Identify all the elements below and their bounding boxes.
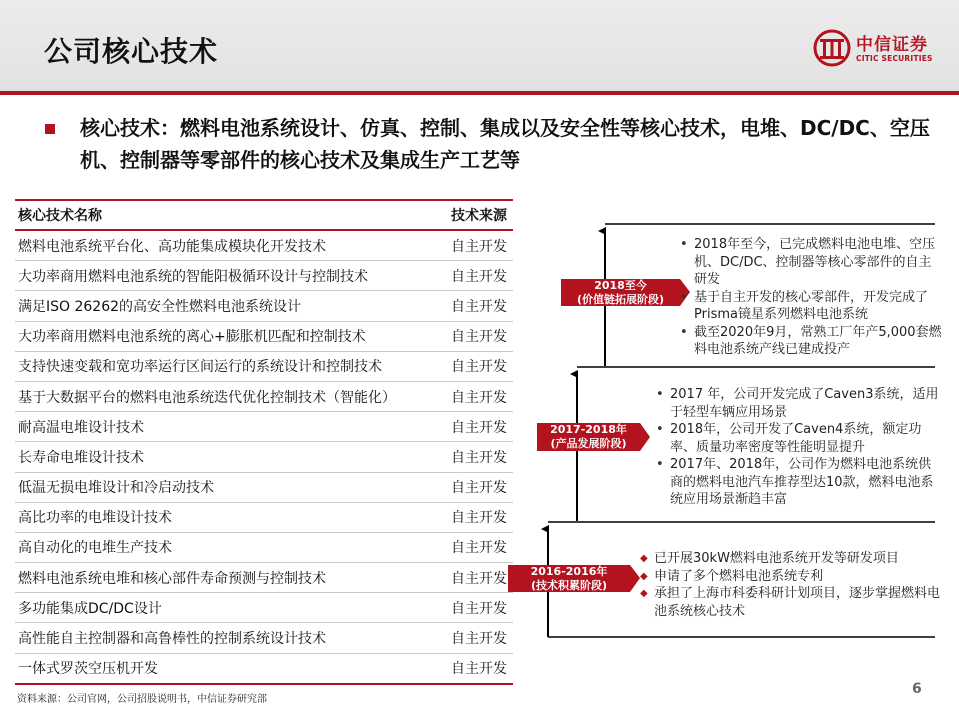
stage-1-label: 2016-2016年 (技术积累阶段) (530, 565, 608, 592)
tech-name-cell: 大功率商用燃料电池系统的离心+膨胀机匹配和控制技术 (15, 321, 443, 351)
stage-1-item: ◆ 已开展30kW燃料电池系统开发等研发项目 (640, 550, 940, 568)
tech-source-cell: 自主开发 (443, 653, 513, 684)
tech-name-cell: 基于大数据平台的燃料电池系统迭代优化控制技术（智能化） (15, 381, 443, 411)
stage-1-item: ◆ 承担了上海市科委科研计划项目，逐步掌握燃料电池系统核心技术 (640, 585, 940, 620)
stage-3-details (680, 236, 942, 359)
stage-2-item: • 2018年，公司开发了Caven4系统，额定功率、质量功率密度等性能明显提升 (656, 421, 941, 456)
stage-3-item: • 基于自主开发的核心零部件，开发完成了Prisma镜星系列燃料电池系统 (680, 289, 942, 324)
page-number: 6 (912, 681, 922, 697)
stage-2-item: • 2017年、2018年，公司作为燃料电池系统供商的燃料电池汽车推荐型达10款，燃料电池系统应用场景渐趋丰富 (656, 456, 941, 509)
logo-english-name: CITIC SECURITIES (856, 54, 933, 63)
tech-source-cell: 自主开发 (443, 351, 513, 381)
tech-source-cell: 自主开发 (443, 532, 513, 562)
tech-name-cell: 高性能自主控制器和高鲁棒性的控制系统设计技术 (15, 623, 443, 653)
stage-2-details (656, 386, 941, 509)
stage-1-details (640, 550, 940, 620)
headline: 核心技术：燃料电池系统设计、仿真、控制、集成以及安全性等核心技术，电堆、DC/DC、空压机、控制器等零部件的核心技术及集成生产工艺等 (80, 116, 930, 172)
tech-source-cell: 自主开发 (443, 593, 513, 623)
tech-source-cell: 自主开发 (443, 623, 513, 653)
tech-source-cell: 自主开发 (443, 412, 513, 442)
stage-3-item: • 2018年至今，已完成燃料电池电堆、空压机、DC/DC、控制器等核心零部件的自主研发 (680, 236, 942, 289)
stage-3-label: 2018至今 (价值链拓展阶段) (576, 279, 665, 306)
page-title: 公司核心技术 (44, 35, 219, 68)
tech-source-cell: 自主开发 (443, 261, 513, 291)
tech-name-cell: 高自动化的电堆生产技术 (15, 532, 443, 562)
stage-2-item: • 2017 年，公司开发完成了Caven3系统，适用于轻型车辆应用场景 (656, 386, 941, 421)
tech-name-cell: 高比功率的电堆设计技术 (15, 502, 443, 532)
tech-source-cell: 自主开发 (443, 442, 513, 472)
stage-2-label: 2017-2018年 (产品发展阶段) (550, 423, 627, 450)
tech-name-cell: 耐高温电堆设计技术 (15, 412, 443, 442)
tech-source-cell: 自主开发 (443, 381, 513, 411)
tech-source-cell: 自主开发 (443, 291, 513, 321)
tech-source-cell: 自主开发 (443, 502, 513, 532)
logo-name: 中信证券 (856, 35, 928, 55)
tech-source-cell: 自主开发 (443, 472, 513, 502)
tech-source-cell: 自主开发 (443, 321, 513, 351)
source-note: 资料来源：公司官网，公司招股说明书，中信证券研究部 (17, 694, 267, 705)
tech-name-cell: 一体式罗茨空压机开发 (15, 653, 443, 684)
tech-name-cell: 长寿命电堆设计技术 (15, 442, 443, 472)
tech-name-cell: 燃料电池系统电堆和核心部件寿命预测与控制技术 (15, 563, 443, 593)
tech-name-cell: 低温无损电堆设计和冷启动技术 (15, 472, 443, 502)
tech-name-cell: 多功能集成DC/DC设计 (15, 593, 443, 623)
col-header-name: 核心技术名称 (15, 200, 443, 230)
tech-source-cell: 自主开发 (443, 230, 513, 261)
tech-name-cell: 支持快速变载和宽功率运行区间运行的系统设计和控制技术 (15, 351, 443, 381)
tech-name-cell: 大功率商用燃料电池系统的智能阳极循环设计与控制技术 (15, 261, 443, 291)
tech-name-cell: 满足ISO 26262的高安全性燃料电池系统设计 (15, 291, 443, 321)
stage-1-item: ◆ 申请了多个燃料电池系统专利 (640, 568, 940, 586)
col-header-source: 技术来源 (443, 200, 513, 230)
tech-source-cell: 自主开发 (443, 563, 513, 593)
tech-name-cell: 燃料电池系统平台化、高功能集成模块化开发技术 (15, 230, 443, 261)
stage-3-item: • 截至2020年9月，常熟工厂年产5,000套燃料电池系统产线已建成投产 (680, 324, 942, 359)
